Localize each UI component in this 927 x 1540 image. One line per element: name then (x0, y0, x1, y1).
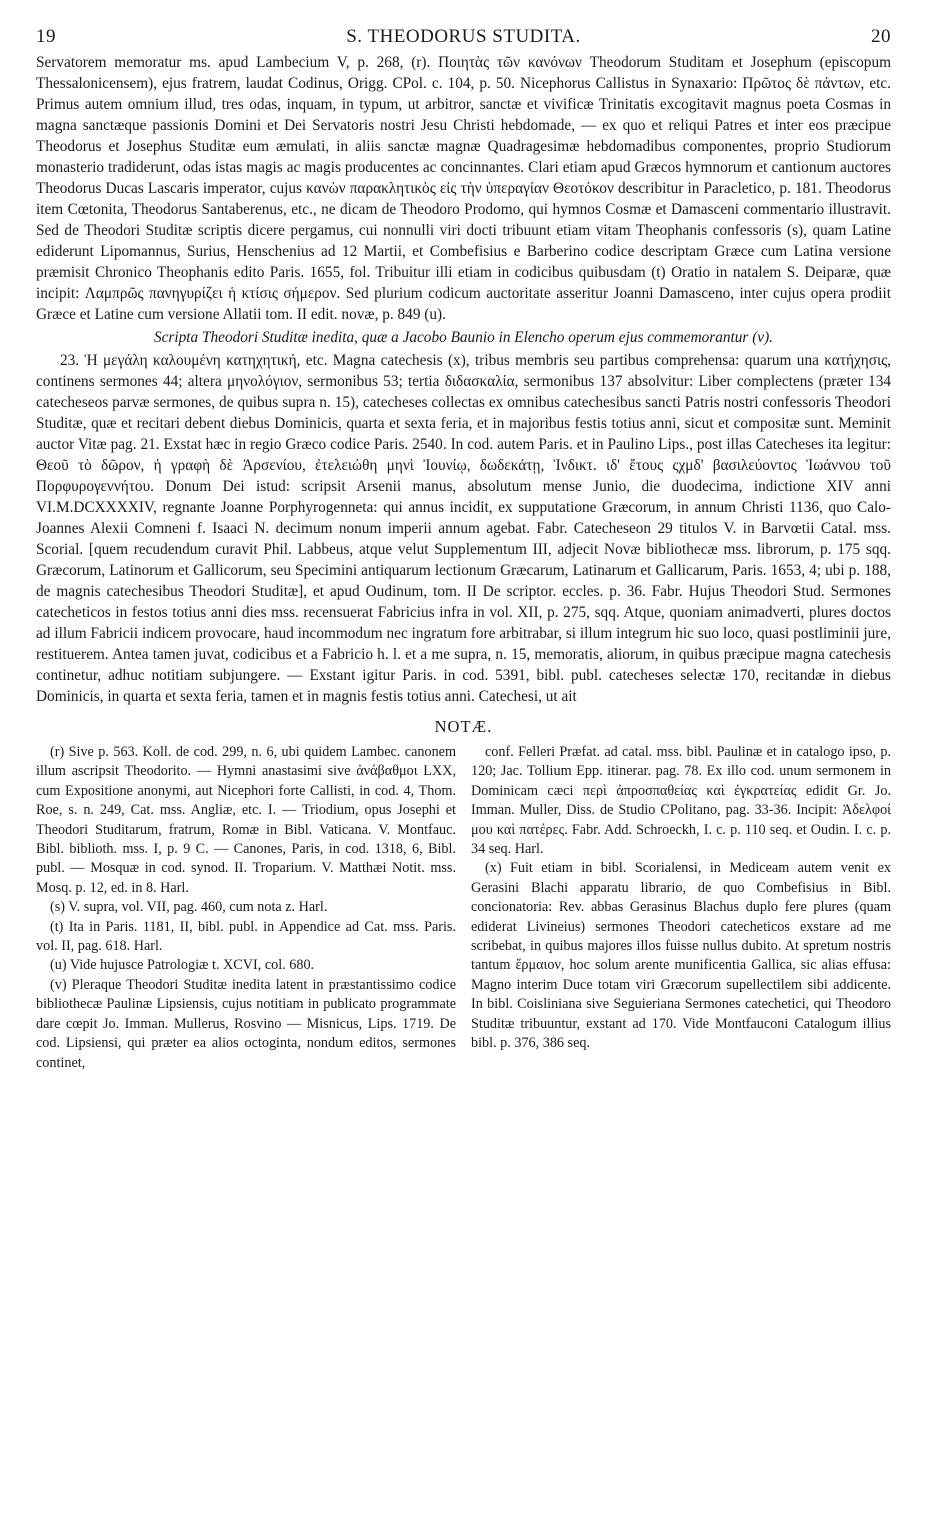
left-column-number: 19 (36, 26, 56, 47)
footnote: (v) Pleraque Theodori Studitæ inedita latent in præstantissimo codice bibliothecæ Paulinæ Lipsiensis, cujus notitiam in publicato programmate dare cœpit Jo. Imman. Mullerus, Rosvino — Misnicus, Lips. 1719. De cod. Lipsiensi, qui præter ea alios octoginta, nondum editos, sermones continet, (36, 976, 456, 1071)
body-paragraph: Servatorem memoratur ms. apud Lambecium V, p. 268, (r). Ποιητὰς τῶν κανόνων Theodorum Studitam et Josephum (episcopum Thessalonicensem), ejus fratrem, laudat Codinus, Origg. CPol. c. 104, p. 50. Nicephorus Callistus in Synaxario: Πρῶτος δὲ πάντων, etc. Primus autem omnium illud, tres odas, inquam, in typum, ut arbitror, sanctæ et vivificæ Trinitatis excogitavit magnus poeta Cosmas in magna sanctæque passionis Domini et Dei Servatoris nostri Jesu Christi hebdomade, — ex quo et reliqui Patres et inter eos præcipue Theodorus et Josephus Studitæ eum æmulati, in aliis sanctæ magnæ Quadragesimæ hebdomadibus componentes, proprio Studiorum monasterio tradiderunt, odas istas magis ac magis producentes ac concinnantes. Clari etiam apud Græcos hymnorum et cantionum auctores Theodorus Ducas Lascaris imperator, cujus κανὼν παρακλητικὸς εἰς τὴν ὑπεραγίαν Θεοτόκον describitur in Paracletico, p. 181. Theodorus item Cœtonita, Theodorus Santaberenus, etc., ne dicam de Theodoro Prodomo, qui hymnos Cosmæ et Damasceni commentario illustravit. Sed de Theodori Studitæ scriptis dicere pergamus, cui nonnulli viri docti tribuunt etiam vitam Theophanis confessoris (s), quam Latine ediderunt Lipomannus, Surius, Henschenius ad 12 Martii, et Combefisius e Barberino codice descriptam Græce cum Latina versione præmisit Chronico Theophanis edito Paris. 1655, fol. Tribuitur illi etiam in codicibus quibusdam (t) Oratio in natalem S. Deiparæ, quæ incipit: Λαμπρῶς πανηγυρίζει ἡ κτίσις σήμερον. Sed plurium codicum auctoritate asseritur Joanni Damasceno, inter cujus opera prodiit Græce et Latine cum versione Allatii tom. II edit. novæ, p. 849 (u). (36, 54, 891, 323)
footnotes-left-column (36, 743, 456, 1073)
footnote: (x) Fuit etiam in bibl. Scorialensi, in Mediceam autem venit ex Gerasini Blachi apparatu librario, de quo Combefisius in Bibl. concionatoria: Rev. abbas Gerasinus Blachus duplo fere plures (quam ediderat Livineius) sermones Theodori catecheticos exstare ad me scribebat, in quibus majores illos fuisse nullus dubito. At spretum nostris tantum ἕρμαιον, hoc solum arente munificentia Gallica, sic alias effusa: Magno interim Duce totam viri Græcorum supellectilem sibi addicente. In bibl. Coisliniana sive Seguieriana Sermones catechetici, qui Theodoro Studitæ tribuuntur, exstant ad 170. Vide Montfauconi Catalogum illius bibl. p. 376, 386 seq. (471, 860, 891, 1052)
footnotes (36, 743, 891, 1073)
running-title: S. THEODORUS STUDITA. (346, 26, 581, 47)
main-text (36, 52, 891, 707)
running-header (36, 26, 891, 48)
footnote: (t) Ita in Paris. 1181, II, bibl. publ. in Appendice ad Cat. mss. Paris. vol. II, pag. 618. Harl. (36, 918, 456, 955)
footnotes-right-column (471, 743, 891, 1073)
right-column-number: 20 (871, 26, 891, 47)
footnote: (u) Vide hujusce Patrologiæ t. XCVI, col. 680. (50, 957, 315, 974)
footnote: (r) Sive p. 563. Koll. de cod. 299, n. 6, ubi quidem Lambec. canonem illum ascripsit Theodorito. — Hymni anastasimi sive ἀνάβαθμοι LXX, cum Expositione anonymi, aut Nicephori forte Callisti, in cod. 4, Thom. Roe, s. n. 249, Cat. mss. Angliæ, etc. I. — Triodium, opus Josephi et Theodori Studitarum, fratrum, Romæ in Bibl. Vaticana. V. Montfauc. Bibl. biblioth. mss. I, p. 9 C. — Canones, Paris, in cod. 1318, 6, Bibl. publ. — Mosquæ in cod. synod. II. Troparium. V. Matthæi Notit. mss. Mosq. p. 12, ed. in 8. Harl. (36, 744, 456, 896)
footnote: (s) V. supra, vol. VII, pag. 460, cum nota z. Harl. (50, 899, 328, 916)
section-heading: Scripta Theodori Studitæ inedita, quæ a Jacobo Baunio in Elencho operum ejus commemorantur (v). (153, 329, 774, 346)
body-paragraph: 23. Ἡ μεγάλη καλουμένη κατηχητική, etc. Magna catechesis (x), tribus membris seu partibus comprehensa: quarum una κατήχησις, continens sermones 44; altera μηνολόγιον, sermonibus 53; tertia διδασκαλία, sermonibus 137 absolvitur: Liber complectens (præter 134 catecheseos parvæ sermones, de quibus supra n. 15), catecheses collectas ex omnibus catechesibus sancti Patris nostri confessoris Theodori Studitæ, quæ et recitari debent diebus Dominicis, quarta et sexta feria, et in majoribus festis totius anni, sicut et compositæ sunt. Meminit auctor Vitæ pag. 21. Exstat hæc in regio Græco codice Paris. 2540. In cod. autem Paris. et in Paulino Lips., post illas Catecheses ita legitur: Θεοῦ τὸ δῶρον, ἡ γραφὴ δὲ Ἀρσενίου, ἐτελειώθη μηνὶ Ἰουνίῳ, δωδεκάτῃ, Ἰνδικτ. ιδ' ἔτους ςχμδ' βασιλεύοντος Ἰωάννου τοῦ Πορφυρογεννήτου. Donum Dei istud: scripsit Arsenii manus, absolutum mense Junio, die duodecima, indictione XIV anni VI.M.DCXXXXIV, regnante Joanne Porphyrogenneta: qui annus incidit, ex supputatione Græcorum, in annum Christi 1136, quo Calo-Joannes Alexii Comneni f. Isaaci N. decimum nonum imperii annum agebat. Fabr. Catecheseon 29 titulos V. in Barvœtii Catal. mss. Scorial. [quem recudendum curavit Phil. Labbeus, atque velut Supplementum III, adjecit Novæ bibliothecæ mss. librorum, p. 175 sqq. Græcorum, Latinorum et Gallicorum, seu Specimini antiquarum lectionum Græcarum, Latinarum et Gallicarum, Paris. 1653, 4; ubi p. 188, de magnis catechesibus Theodori Studitæ], et apud Oudinum, tom. II De scriptor. eccles. p. 36. Fabr. Hujus Theodori Stud. Sermones catecheticos in festos totius anni dies mss. recensuerat Fabricius infra in vol. XII, p. 275, sqq. Atque, quoniam animadverti, plures doctos ad illum Fabricii indicem provocare, haud incommodum nec ingratum fore arbitrabar, si illum integrum hic suo loco, quasi postliminii jure, restituerem. Antea tamen juvat, codicibus et a Fabricio h. l. et a me supra, n. 15, memoratis, aliorum, in quibus præcipue magna catechesis continetur, adhuc notitiam subjungere. — Exstant igitur Paris. in cod. 5391, bibl. publ. catecheses selectæ 170, recitandæ in diebus Dominicis, in quarta et sexta feria, tamen et in magnis festis totius anni. Catechesi, ut ait (36, 352, 891, 705)
notes-heading: NOTÆ. (434, 717, 493, 736)
footnote: conf. Felleri Præfat. ad catal. mss. bibl. Paulinæ et in catalogo ipso, p. 120; Jac. Tollium Epp. itinerar. pag. 78. Ex illo cod. unum sermonem in Dominicam cæci περὶ ἀπροσπαθείας καὶ ἐγκρατείας edidit Gr. Jo. Imman. Muller, Diss. de Studio CPolitano, pag. 33-36. Incipit: Ἀδελφοί μου καὶ πατέρες. Fabr. Add. Schroeckh, I. c. p. 110 seq. et Oudin. I. c. p. 34 seq. Harl. (471, 744, 891, 858)
